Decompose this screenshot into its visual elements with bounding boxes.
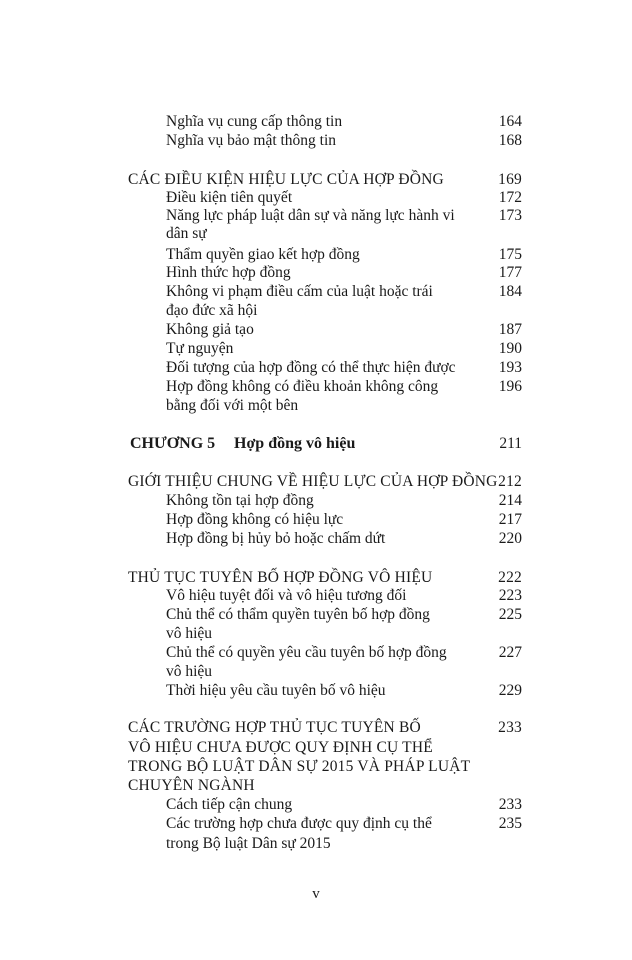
entry-page: 227 bbox=[498, 644, 522, 661]
toc-chapter bbox=[0, 434, 632, 454]
entry-title: Không giả tạo bbox=[166, 321, 254, 338]
toc-entry bbox=[0, 529, 632, 549]
entry-title-line1: Chủ thể có quyền yêu cầu tuyên bố hợp đồng bbox=[166, 644, 447, 661]
chapter-title: Hợp đồng vô hiệu bbox=[234, 435, 356, 452]
entry-title: Vô hiệu tuyệt đối và vô hiệu tương đối bbox=[166, 587, 407, 604]
toc-section-heading-continuation bbox=[0, 776, 632, 796]
entry-title: Điều kiện tiên quyết bbox=[166, 189, 293, 206]
toc-entry-continuation bbox=[0, 834, 632, 854]
entry-title-line2: đạo đức xã hội bbox=[166, 302, 258, 319]
entry-page: 184 bbox=[498, 283, 522, 300]
entry-title: Cách tiếp cận chung bbox=[166, 796, 293, 813]
entry-title-line2: vô hiệu bbox=[166, 663, 213, 680]
toc-entry bbox=[0, 586, 632, 606]
toc-entry-continuation bbox=[0, 301, 632, 321]
toc-section-heading bbox=[0, 170, 632, 190]
entry-title-line1: Chủ thể có thẩm quyền tuyên bố hợp đồng bbox=[166, 606, 430, 623]
entry-page: 196 bbox=[498, 378, 522, 395]
heading-title-line1: CÁC TRƯỜNG HỢP THỦ TỤC TUYÊN BỐ bbox=[128, 719, 421, 736]
entry-page: 220 bbox=[498, 530, 522, 547]
entry-page: 190 bbox=[498, 340, 522, 357]
toc-entry bbox=[0, 643, 632, 663]
toc-entry bbox=[0, 377, 632, 397]
heading-title: GIỚI THIỆU CHUNG VỀ HIỆU LỰC CỦA HỢP ĐỒNG bbox=[128, 473, 498, 490]
entry-page: 164 bbox=[498, 113, 522, 130]
toc-section-heading bbox=[0, 472, 632, 492]
entry-page: 217 bbox=[498, 511, 522, 528]
toc-section-heading bbox=[0, 718, 632, 738]
toc-section-heading-continuation bbox=[0, 757, 632, 777]
toc-entry bbox=[0, 206, 632, 226]
entry-title-line1: Các trường hợp chưa được quy định cụ thể bbox=[166, 815, 432, 832]
toc-entry-continuation bbox=[0, 624, 632, 644]
entry-title: Hình thức hợp đồng bbox=[166, 264, 291, 281]
entry-title: Thẩm quyền giao kết hợp đồng bbox=[166, 246, 360, 263]
entry-title: Hợp đồng bị hủy bỏ hoặc chấm dứt bbox=[166, 530, 386, 547]
heading-title-line3: TRONG BỘ LUẬT DÂN SỰ 2015 VÀ PHÁP LUẬT bbox=[128, 758, 471, 775]
heading-page: 212 bbox=[498, 473, 522, 490]
toc-entry bbox=[0, 491, 632, 511]
page-number: v bbox=[312, 886, 320, 902]
toc-entry-continuation bbox=[0, 224, 632, 244]
toc-entry-continuation bbox=[0, 396, 632, 416]
entry-title-line2: dân sự bbox=[166, 225, 207, 242]
entry-page: 214 bbox=[498, 492, 522, 509]
toc-entry bbox=[0, 245, 632, 265]
toc-section-heading bbox=[0, 568, 632, 588]
toc-entry bbox=[0, 112, 632, 132]
toc-section-heading-continuation bbox=[0, 738, 632, 758]
toc-entry bbox=[0, 795, 632, 815]
toc-entry-continuation bbox=[0, 662, 632, 682]
entry-title-line1: Hợp đồng không có điều khoản không công bbox=[166, 378, 439, 395]
heading-title: THỦ TỤC TUYÊN BỐ HỢP ĐỒNG VÔ HIỆU bbox=[128, 569, 433, 586]
entry-page: 235 bbox=[498, 815, 522, 832]
entry-page: 233 bbox=[498, 796, 522, 813]
toc-entry bbox=[0, 188, 632, 208]
toc-entry bbox=[0, 320, 632, 340]
toc-entry bbox=[0, 358, 632, 378]
entry-page: 223 bbox=[498, 587, 522, 604]
heading-page: 222 bbox=[498, 569, 522, 586]
heading-title: CÁC ĐIỀU KIỆN HIỆU LỰC CỦA HỢP ĐỒNG bbox=[128, 171, 444, 188]
chapter-page: 211 bbox=[499, 435, 522, 452]
entry-title: Nghĩa vụ cung cấp thông tin bbox=[166, 113, 343, 130]
entry-page: 168 bbox=[498, 132, 522, 149]
entry-title-line2: vô hiệu bbox=[166, 625, 213, 642]
toc-entry bbox=[0, 263, 632, 283]
chapter-label: CHƯƠNG 5 bbox=[130, 435, 216, 452]
entry-title: Nghĩa vụ bảo mật thông tin bbox=[166, 132, 337, 149]
entry-page: 177 bbox=[498, 264, 522, 281]
entry-title: Đối tượng của hợp đồng có thể thực hiện được bbox=[166, 359, 456, 376]
toc-entry bbox=[0, 510, 632, 530]
toc-entry bbox=[0, 131, 632, 151]
toc-entry bbox=[0, 605, 632, 625]
entry-title: Không tồn tại hợp đồng bbox=[166, 492, 314, 509]
entry-page: 173 bbox=[498, 207, 522, 224]
heading-page: 233 bbox=[498, 719, 522, 736]
heading-title-line2: VÔ HIỆU CHƯA ĐƯỢC QUY ĐỊNH CỤ THỂ bbox=[128, 739, 433, 756]
entry-page: 193 bbox=[498, 359, 522, 376]
entry-title-line2: trong Bộ luật Dân sự 2015 bbox=[166, 835, 331, 852]
entry-title: Thời hiệu yêu cầu tuyên bố vô hiệu bbox=[166, 682, 386, 699]
entry-page: 225 bbox=[498, 606, 522, 623]
heading-page: 169 bbox=[498, 171, 522, 188]
toc-entry bbox=[0, 681, 632, 701]
entry-page: 175 bbox=[498, 246, 522, 263]
toc-entry bbox=[0, 814, 632, 834]
toc-entry bbox=[0, 339, 632, 359]
entry-page: 187 bbox=[498, 321, 522, 338]
toc-entry bbox=[0, 282, 632, 302]
entry-page: 172 bbox=[498, 189, 522, 206]
entry-page: 229 bbox=[498, 682, 522, 699]
entry-title: Hợp đồng không có hiệu lực bbox=[166, 511, 344, 528]
entry-title: Tự nguyện bbox=[166, 340, 234, 357]
heading-title-line4: CHUYÊN NGÀNH bbox=[128, 777, 255, 794]
entry-title-line1: Năng lực pháp luật dân sự và năng lực hành vi bbox=[166, 207, 455, 224]
entry-title-line1: Không vi phạm điều cấm của luật hoặc trái bbox=[166, 283, 433, 300]
entry-title-line2: bằng đối với một bên bbox=[166, 397, 299, 414]
